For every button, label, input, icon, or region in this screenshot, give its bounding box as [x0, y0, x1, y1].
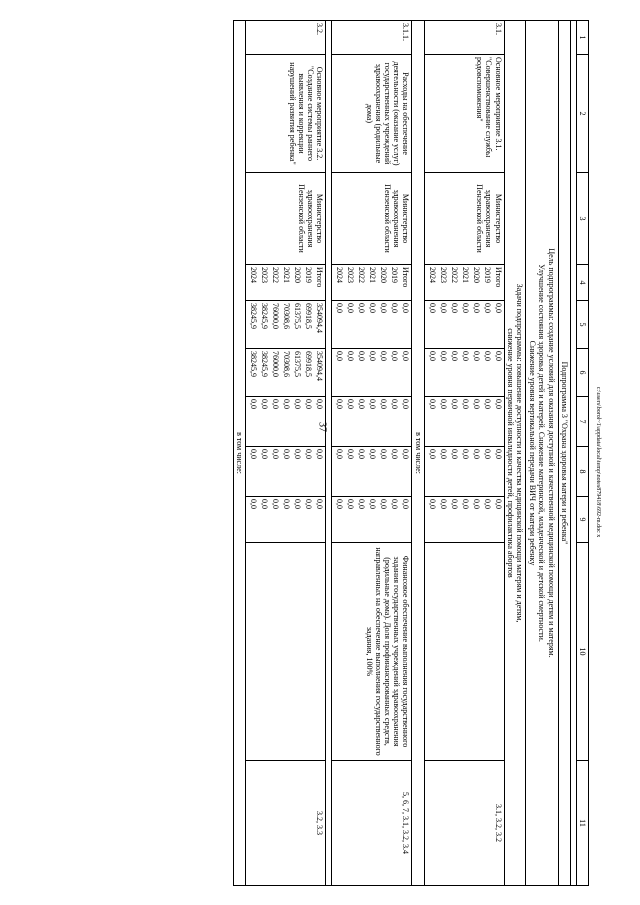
row-col5: 0,0 0,0 0,0 0,0 0,0 0,0 0,0 — [424, 301, 504, 349]
in-that-number-2: в том числе: — [234, 21, 246, 886]
row-col8: 0,0 0,0 0,0 0,0 0,0 0,0 0,0 — [424, 447, 504, 497]
table-row-3-2 — [246, 21, 326, 886]
row-col6: 0,0 0,0 0,0 0,0 0,0 0,0 0,0 — [424, 349, 504, 397]
in-that-number-1: в том числе: — [412, 21, 424, 886]
colnum-10: 10 — [576, 543, 588, 761]
row-col5: 0,0 0,0 0,0 0,0 0,0 0,0 0,0 — [332, 301, 412, 349]
spacer-row-2 — [326, 21, 332, 886]
row-indicator — [424, 543, 504, 761]
row-indicator: Финансовое обеспечение выполнения государственного задания государственных учреждений здравоохранения (родильные дома). Доля профинансированных средств, направленных на обеспечение выполнения государственного задания, 100% — [332, 543, 412, 761]
row-col9: 0,0 0,0 0,0 0,0 0,0 0,0 0,0 — [424, 497, 504, 543]
program-table — [233, 20, 589, 886]
row-executor: Министерство здравоохранения Пензенской области — [246, 173, 326, 265]
row-col7: 0,0 0,0 0,0 0,0 0,0 0,0 0,0 — [332, 397, 412, 447]
row-col7: 0,0 0,0 0,0 0,0 0,0 0,0 0,0 — [246, 397, 326, 447]
row-col7: 0,0 0,0 0,0 0,0 0,0 0,0 0,0 — [424, 397, 504, 447]
row-number: 3.2. — [246, 21, 326, 55]
colnum-1: 1 — [576, 21, 588, 55]
spacer-row — [570, 21, 576, 886]
table-row-3-1-1 — [332, 21, 412, 886]
page-number: 37 — [316, 422, 328, 432]
row-years: Итого 2019 2020 2021 2022 2023 2024 — [424, 265, 504, 301]
subprogram-goal: Цель подпрограммы: создание условий для оказания доступной и качественной медицинской помощи детям и матерям. — [546, 248, 556, 658]
subprogram-tasks-2: снижение уровня первичной инвалидности детей, профилактика абортов — [505, 328, 515, 578]
row-executor: Министерство здравоохранения Пензенской области — [424, 173, 504, 265]
colnum-2: 2 — [576, 55, 588, 173]
rotated-table-sheet — [89, 20, 589, 885]
footer-file-path: c:\users\borol~1\appdata\local\temp\notes879418\692-m.doc x — [595, 386, 601, 538]
row-number: 3.1.1. — [332, 21, 412, 55]
subprogram-title: Подпрограмма 3 "Охрана здоровья матери и ребенка" — [558, 21, 570, 886]
row-years: Итого 2019 2020 2021 2022 2023 2024 — [246, 265, 326, 301]
colnum-8: 8 — [576, 447, 588, 497]
row-col9: 0,0 0,0 0,0 0,0 0,0 0,0 0,0 — [246, 497, 326, 543]
row-links: 3.1, 3.2, 3.2 — [424, 761, 504, 886]
row-name: Основное мероприятие 3.2. "Создание системы раннего выявления и коррекции нарушений развития ребенка" — [246, 55, 326, 173]
table-row-3-1 — [424, 21, 504, 886]
colnum-6: 6 — [576, 349, 588, 397]
colnum-3: 3 — [576, 173, 588, 265]
row-col5: 354094,4 69918,5 61375,5 70308,6 76000,0 38245,9 38245,9 — [246, 301, 326, 349]
subprogram-goal-2: Улучшение состояния здоровья детей и матерей. Снижение материнской, младенческой и детской смертности. — [537, 264, 547, 642]
row-name: Расходы на обеспечение деятельности (оказание услуг) государственных учреждений здравоохранения (родильные дома) — [332, 55, 412, 173]
row-executor: Министерство здравоохранения Пензенской области — [332, 173, 412, 265]
row-col8: 0,0 0,0 0,0 0,0 0,0 0,0 0,0 — [332, 447, 412, 497]
subprogram-tasks-row — [504, 21, 525, 886]
row-name: Основное мероприятие 3.1. "Совершенствование службы родовспоможения" — [424, 55, 504, 173]
row-col6: 0,0 0,0 0,0 0,0 0,0 0,0 0,0 — [332, 349, 412, 397]
row-years: Итого 2019 2020 2021 2022 2023 2024 — [332, 265, 412, 301]
row-col6: 354094,4 69918,5 61375,5 70308,6 76000,0 38245,9 38245,9 — [246, 349, 326, 397]
colnum-5: 5 — [576, 301, 588, 349]
row-links: 3.2, 3.3 — [246, 761, 326, 886]
colnum-11: 11 — [576, 761, 588, 886]
subprogram-goal-row — [526, 21, 559, 886]
colnum-9: 9 — [576, 497, 588, 543]
colnum-4: 4 — [576, 265, 588, 301]
row-col9: 0,0 0,0 0,0 0,0 0,0 0,0 0,0 — [332, 497, 412, 543]
row-col8: 0,0 0,0 0,0 0,0 0,0 0,0 0,0 — [246, 447, 326, 497]
subprogram-tasks: Задачи подпрограммы: повышение доступности и качества медицинской помощи матерям и детям, — [515, 283, 525, 623]
row-number: 3.1. — [424, 21, 504, 55]
row-links: 5, 6, 7, 3.1, 3.2, 3.4 — [332, 761, 412, 886]
colnum-7: 7 — [576, 397, 588, 447]
row-indicator — [246, 543, 326, 761]
column-number-row — [576, 21, 588, 886]
subprogram-goal-3: Снижение уровня вертикальной передачи ВИЧ от матери ребенку — [528, 340, 538, 566]
